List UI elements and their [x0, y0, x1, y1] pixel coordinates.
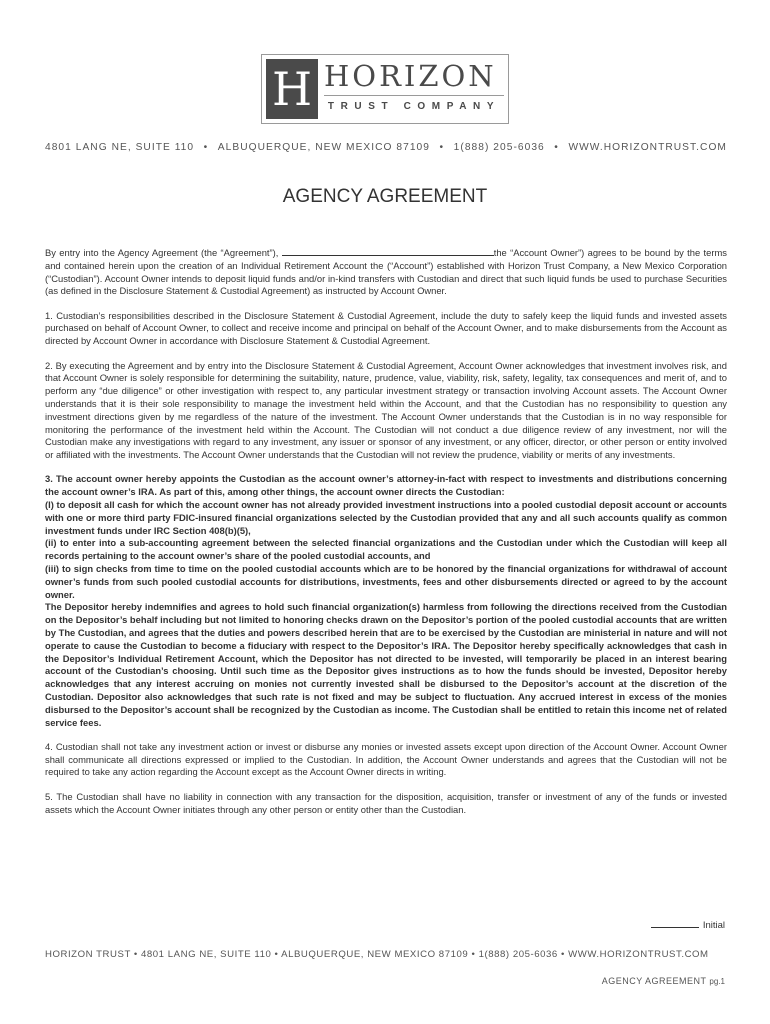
paragraph-1: 1. Custodian’s responsibilities described in the Disclosure Statement & Custodial Agreement, include the duty to safely keep the liquid funds and invested assets purchased on behalf of Account Owner, to collect and receive income and principal on behalf of the Account Owner, and to make disbursements from the Account as directed by Account Owner in accordance with Disclosure Statement & Custodial Agreement.: [45, 309, 727, 347]
logo-divider: [324, 95, 504, 96]
agreement-body: [45, 246, 727, 828]
intro-text-end: the “Account Owner”) agrees to be bound by the terms and contained herein upon the creation of an Individual Retirement Account the (“Account”) established with Horizon Trust Company, a New Mexico Corporation (“Custodian”). Account Owner intends to deposit liquid funds and/or in-kind transfers with Custodian and direct that such liquid funds be used to purchase Securities (as defined in the Disclosure Statement & Custodial Agreement) as instructed by Account Owner.: [45, 247, 727, 297]
address-city: ALBUQUERQUE, NEW MEXICO 87109: [217, 142, 430, 153]
paragraph-3-item-iii: (iii) to sign checks from time to time on the pooled custodial accounts which are to be honored by the financial organizations for withdrawal of account owner’s funds from such pooled custodial accounts for distributions, investments, fees and other disbursements directed or agreed to by the account owner.: [45, 563, 727, 600]
logo-subtitle: TRUST COMPANY: [327, 101, 501, 112]
paragraph-2: 2. By executing the Agreement and by entry into the Disclosure Statement & Custodial Agreement, Account Owner acknowledges that investment involves risk, and that Account Owner is solely responsible for determining the suitability, nature, prudence, value, viability, risk, safety, legality, tax consequences and merit of, and to perform any “due diligence” or other investigation with respect to, any particular investment strategy or transaction involving Account assets. The Account Owner understands that it is their sole responsibility to manage the investment held within the Account, and that the Custodian has no responsibility to question any investment directions given by me regardless of the nature of the investment. The Account Owner understands that the Custodian is in no way responsible for monitoring the performance of the investment held within the Account. The Custodian will not conduct a due diligence review of any investment, nor will the Custodian make any investigations with regard to any investment, any issuer or sponsor of any investment, or any officer, director, or other person or entity involved or affiliated with the investments. The Account Owner understands that the Custodian will not review the prudence, viability or merits of any investments.: [45, 359, 727, 461]
account-owner-name-field[interactable]: [282, 246, 494, 256]
logo-letter: H: [266, 59, 318, 119]
address-web: WWW.HORIZONTRUST.COM: [568, 142, 727, 153]
separator: •: [554, 142, 559, 153]
address-street: 4801 LANG NE, SUITE 110: [45, 142, 195, 153]
footer-address: HORIZON TRUST • 4801 LANG NE, SUITE 110 • ALBUQUERQUE, NEW MEXICO 87109 • 1(888) 205-6036 • WWW.HORIZONTRUST.COM: [45, 949, 709, 960]
paragraph-3-indemnity: The Depositor hereby indemnifies and agrees to hold such financial organization(s) harmless from following the directions received from the Custodian on the Depositor’s behalf including but not limited to honoring checks drawn on the Depositor’s portion of the pooled custodial accounts that are written by The Custodian, and agrees that the duties and powers described herein that are to be exercised by the Custodian are ministerial in nature and will not operate to cause the Custodian to become a fiduciary with respect to the Depositor’s IRA. The Depositor hereby specifically acknowledges that cash in the Depositor’s Individual Retirement Account, which the Depositor has not directed to be invested, will temporarily be placed in an interest bearing account of the Custodian’s choosing. Until such time as the Depositor gives instructions as to how the funds should be invested, Depositor hereby acknowledges that any interest accruing on monies not currently invested shall be disbursed to the Depositor’s account at the discretion of the Custodian. Depositor also acknowledges that such rate is not fixed and may be subject to fluctuation. Any accrued interest in excess of the monies disbursed to the Depositor’s account shall be recognized by the Custodian as income. The Custodian shall be entitled to retain this income net of related service fees.: [45, 601, 727, 728]
page-number: pg.1: [709, 977, 725, 986]
paragraph-5: 5. The Custodian shall have no liability in connection with any transaction for the disposition, acquisition, transfer or investment of any of the funds or invested assets which the Account Owner initiates through any other person or entity other than the Custodian.: [45, 790, 727, 815]
initial-field[interactable]: [651, 919, 699, 928]
separator: •: [203, 142, 209, 153]
initial-block: [651, 919, 725, 931]
paragraph-3: [45, 473, 727, 729]
intro-text-start: By entry into the Agency Agreement (the “Agreement”),: [45, 247, 279, 258]
page-label: AGENCY AGREEMENT: [601, 976, 707, 986]
paragraph-4: 4. Custodian shall not take any investment action or invest or disburse any monies or invested assets except upon direction of the Account Owner. Account Owner shall communicate all directions expressed or implied to the Custodian. In addition, the Account Owner understands and agrees that the Custodian will not be required to take any action regarding the Account except as the Account Owner directs in writing.: [45, 740, 727, 778]
separator: •: [439, 142, 445, 153]
logo-name: HORIZON: [324, 59, 497, 93]
document-title: AGENCY AGREEMENT: [282, 186, 488, 207]
paragraph-3-item-ii: (ii) to enter into a sub-accounting agreement between the selected financial organizations and the Custodian under which the Custodian will keep all records pertaining to the account owner’s share of the pooled custodial accounts, and: [45, 537, 727, 562]
company-logo: [261, 54, 509, 124]
paragraph-3-item-i: (I) to deposit all cash for which the account owner has not already provided investment instructions into a pooled custodial deposit account or accounts with one or more third party FDIC-insured financial organizations selected by the Custodian provided that any and all such accounts qualify as common investment funds under IRC Section 408(b)(5),: [45, 499, 727, 536]
address-phone: 1(888) 205-6036: [453, 142, 545, 153]
paragraph-3-lead: 3. The account owner hereby appoints the Custodian as the account owner’s attorney-in-fact with respect to investments and distributions concerning the account owner’s IRA. As part of this, among other things, the account owner directs the Custodian:: [45, 473, 727, 498]
initial-label: Initial: [702, 920, 725, 931]
intro-paragraph: [45, 246, 727, 298]
page-indicator: [602, 976, 725, 986]
header-address: [45, 142, 727, 153]
